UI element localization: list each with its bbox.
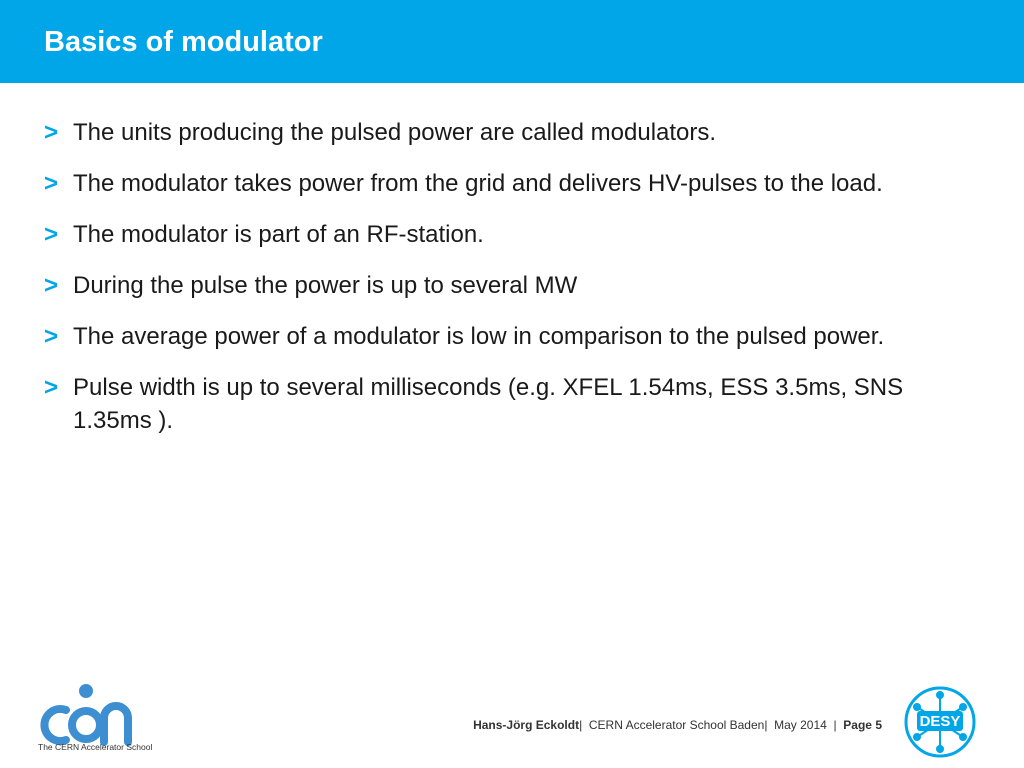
bullet-item [44, 269, 984, 302]
bullet-marker-icon: > [44, 374, 59, 401]
footer-date: May 2014 [774, 718, 827, 732]
slide-title: Basics of modulator [44, 26, 323, 58]
footer-separator: | [764, 718, 768, 732]
cas-caption: The CERN Accelerator School [38, 742, 153, 752]
bullet-marker-icon: > [44, 119, 59, 146]
bullet-list [44, 116, 984, 455]
footer-page: Page 5 [843, 718, 882, 732]
bullet-text: The units producing the pulsed power are called modulators. [73, 119, 717, 146]
footer-author: Hans-Jörg Eckoldt [473, 718, 580, 732]
bullet-item [44, 218, 984, 251]
bullet-item [44, 116, 984, 149]
desy-logo-text: DESY [919, 713, 961, 730]
bullet-text: The average power of a modulator is low in comparison to the pulsed power. [73, 323, 885, 350]
header-bar [0, 0, 1024, 83]
bullet-item [44, 320, 984, 353]
bullet-text: The modulator takes power from the grid and delivers HV-pulses to the load. [73, 170, 883, 197]
bullet-text: The modulator is part of an RF-station. [73, 221, 484, 248]
bullet-text: Pulse width is up to several milliseconds (e.g. XFEL 1.54ms, ESS 3.5ms, SNS 1.35ms ). [73, 374, 904, 434]
bullet-marker-icon: > [44, 323, 59, 350]
footer-separator: | [579, 718, 583, 732]
bullet-item [44, 167, 984, 200]
bullet-marker-icon: > [44, 272, 59, 299]
bullet-item [44, 371, 984, 437]
bullet-text: During the pulse the power is up to several MW [73, 272, 578, 299]
desy-logo-icon [903, 685, 977, 759]
footer-event: CERN Accelerator School Baden [588, 718, 765, 732]
bullet-marker-icon: > [44, 221, 59, 248]
footer [444, 718, 882, 732]
bullet-marker-icon: > [44, 170, 59, 197]
footer-separator: | [833, 718, 837, 732]
